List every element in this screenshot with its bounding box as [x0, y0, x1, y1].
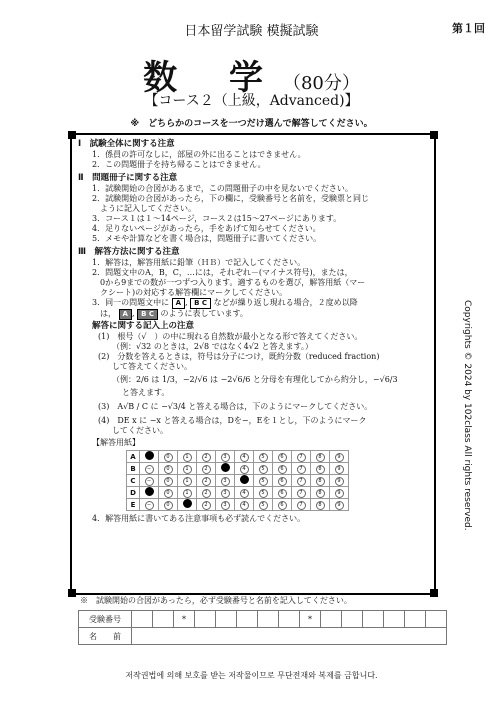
section-1-title: Ⅰ 試験全体に関する注意: [78, 139, 175, 149]
exam-number-cell[interactable]: [237, 611, 258, 628]
answer-bubble-cell[interactable]: [216, 487, 235, 499]
corner-mark: [68, 131, 76, 139]
answer-bubble-cell[interactable]: [273, 451, 292, 463]
answer-bubble-cell[interactable]: [235, 487, 254, 499]
answer-bubble[interactable]: 3: [221, 477, 230, 486]
answer-box-bc-repeat: B C: [137, 309, 158, 320]
answer-row-label: A: [127, 451, 140, 463]
answer-bubble[interactable]: 1: [183, 465, 192, 474]
answer-bubble[interactable]: 7: [297, 489, 306, 498]
answer-row: [127, 463, 349, 475]
answer-bubble[interactable]: 8: [316, 501, 325, 510]
exam-title: 日本留学試験 模擬試験: [184, 24, 319, 39]
corner-mark: [68, 589, 76, 597]
exam-number-cell[interactable]: [384, 611, 405, 628]
sec2-item: 1．試験開始の合図があるまで，この問題冊子の中を見ないでください。: [92, 184, 353, 193]
answer-bubble[interactable]: 5: [259, 465, 268, 474]
instructions-frame: [70, 133, 436, 595]
answer-bubble[interactable]: 8: [316, 477, 325, 486]
corner-mark: [430, 589, 438, 597]
answer-bubble[interactable]: 9: [335, 453, 344, 462]
answer-bubble-cell[interactable]: [216, 475, 235, 487]
exam-number-cell[interactable]: [258, 611, 279, 628]
answer-bubble-cell[interactable]: [292, 463, 311, 475]
subject-name: 数 学: [143, 58, 283, 98]
answer-row-label: B: [127, 463, 140, 475]
exam-number-cell[interactable]: [153, 611, 174, 628]
sec3-item: 2．問題文中のA，B，C，…には，それぞれ－(マイナス符号)，または，: [92, 268, 353, 277]
answer-bubble-cell[interactable]: [330, 499, 349, 511]
sec1-item: 1．係員の許可なしに，部屋の外に出ることはできません。: [92, 150, 306, 159]
exam-number-cell[interactable]: [321, 611, 342, 628]
answer-bubble-cell[interactable]: [159, 475, 178, 487]
answer-bubble[interactable]: 2: [202, 465, 211, 474]
answer-bubble[interactable]: 7: [297, 465, 306, 474]
answer-bubble[interactable]: 5: [259, 477, 268, 486]
exam-number-cell[interactable]: [279, 611, 300, 628]
answer-bubble[interactable]: −: [145, 477, 154, 486]
exam-number-star: *: [300, 611, 321, 628]
answer-bubble[interactable]: 3: [221, 501, 230, 510]
sheet-label: 【解答用紙】: [92, 438, 140, 447]
answer-bubble-cell[interactable]: [159, 451, 178, 463]
answer-bubble[interactable]: 0: [164, 465, 173, 474]
answer-bubble-cell[interactable]: [235, 451, 254, 463]
answer-bubble[interactable]: [183, 499, 192, 508]
answer-bubble-cell[interactable]: [140, 499, 159, 511]
answer-bubble[interactable]: 5: [259, 453, 268, 462]
answer-bubble-cell[interactable]: [292, 451, 311, 463]
answer-box-a-repeat: A: [119, 309, 132, 320]
answer-bubble[interactable]: [240, 475, 249, 484]
answer-bubble[interactable]: 6: [278, 477, 287, 486]
answer-bubble-cell[interactable]: [197, 499, 216, 511]
answer-bubble-cell[interactable]: [235, 463, 254, 475]
sec2-item: 2．試験開始の合図があったら，下の欄に，受験番号と名前を，受験票と同じ: [92, 194, 370, 203]
sec1-item: 2．この問題冊子を持ち帰ることはできません。: [92, 160, 266, 169]
sec3-item: 3．同一の問題文中に A , B C などが繰り返し現れる場合，２度め以降: [92, 298, 358, 307]
answer-bubble[interactable]: 6: [278, 453, 287, 462]
answer-bubble-cell[interactable]: [273, 499, 292, 511]
answer-bubble-cell[interactable]: [235, 499, 254, 511]
answer-bubble[interactable]: 5: [259, 501, 268, 510]
answer-bubble[interactable]: 2: [202, 501, 211, 510]
answer-bubble-cell[interactable]: [178, 451, 197, 463]
answer-bubble-cell[interactable]: [140, 451, 159, 463]
answer-bubble[interactable]: 7: [297, 477, 306, 486]
course-notice: ※ どちらかのコースを一つだけ選んで解答してください。: [130, 119, 373, 129]
note-item: して答えてください。: [112, 362, 192, 371]
answer-bubble[interactable]: 9: [335, 489, 344, 498]
answer-bubble[interactable]: 0: [164, 477, 173, 486]
sec2-item: ように記入してください。: [100, 204, 196, 213]
answer-row: [127, 499, 349, 511]
answer-bubble[interactable]: 4: [240, 501, 249, 510]
page-number: 第１回: [452, 22, 485, 35]
sec3-item: クシート)の対応する解答欄にマークしてください。: [100, 288, 288, 297]
answer-bubble-cell[interactable]: [216, 499, 235, 511]
answer-bubble-cell[interactable]: [330, 463, 349, 475]
exam-number-cell[interactable]: [132, 611, 153, 628]
answer-bubble-cell[interactable]: [292, 499, 311, 511]
exam-number-cell[interactable]: [342, 611, 363, 628]
answer-bubble-cell[interactable]: [273, 475, 292, 487]
note-item: してください。: [112, 426, 168, 435]
answer-bubble-cell[interactable]: [254, 463, 273, 475]
exam-number-cell[interactable]: [363, 611, 384, 628]
sec3-item: 0から9までの数が一つずつ入ります。適するものを選び，解答用紙（マー: [100, 278, 366, 287]
answer-bubble[interactable]: 0: [164, 453, 173, 462]
exam-number-star: *: [174, 611, 195, 628]
course-label: 【コース２（上級，Advanced)】: [144, 93, 359, 109]
answer-bubble[interactable]: 6: [278, 501, 287, 510]
answer-bubble[interactable]: 2: [202, 489, 211, 498]
exam-number-cell[interactable]: [216, 611, 237, 628]
answer-bubble[interactable]: [145, 487, 154, 496]
answer-bubble[interactable]: 3: [221, 453, 230, 462]
sec2-item: 5．メモや計算などを書く場合は，問題冊子に書いてください。: [92, 234, 322, 243]
answer-bubble-cell[interactable]: [197, 487, 216, 499]
copyright-notice: Copyrights © 2024 by 102class All rights reserved.: [462, 300, 472, 531]
note-item: (1) 根号（√ ）の中に現れる自然数が最小となる形で答えてください。: [98, 332, 363, 341]
answer-row: [127, 475, 349, 487]
answer-bubble-cell[interactable]: [178, 499, 197, 511]
answer-bubble-cell[interactable]: [330, 487, 349, 499]
section-3-title: Ⅲ 解答方法に関する注意: [78, 247, 180, 257]
exam-number-label: 受験番号: [79, 611, 132, 628]
corner-mark: [430, 131, 438, 139]
answer-bubble[interactable]: 4: [240, 453, 249, 462]
answer-bubble-cell[interactable]: [235, 475, 254, 487]
answer-bubble[interactable]: 7: [297, 453, 306, 462]
answer-bubble[interactable]: 9: [335, 465, 344, 474]
sec3-item: は， A , B C のように表しています。: [100, 309, 248, 318]
answer-bubble[interactable]: 4: [240, 489, 249, 498]
answer-bubble[interactable]: 0: [164, 501, 173, 510]
answer-bubble[interactable]: [221, 463, 230, 472]
sec3-final-item: 4．解答用紙に書いてある注意事項も必ず読んでください。: [92, 514, 306, 523]
exam-number-cell[interactable]: [195, 611, 216, 628]
answer-bubble-cell[interactable]: [216, 463, 235, 475]
answer-bubble[interactable]: 2: [202, 453, 211, 462]
answer-bubble[interactable]: 1: [183, 477, 192, 486]
answer-bubble[interactable]: −: [145, 501, 154, 510]
answer-bubble[interactable]: 8: [316, 465, 325, 474]
answer-bubble-cell[interactable]: [159, 499, 178, 511]
footer-notice: 저작권법에 의해 보호를 받는 저작물이므로 무단전재와 복제를 금합니다.: [125, 671, 378, 680]
answer-row-label: C: [127, 475, 140, 487]
note-item: (3) A√B / C に −√3/4 と答える場合は，下のようにマークしてください。: [98, 402, 373, 411]
name-field[interactable]: [132, 628, 447, 645]
answer-bubble-cell[interactable]: [178, 463, 197, 475]
answer-bubble-cell[interactable]: [273, 463, 292, 475]
answer-row: [127, 451, 349, 463]
duration: （80分）: [282, 73, 360, 94]
answer-bubble-cell[interactable]: [140, 463, 159, 475]
answer-bubble-cell[interactable]: [254, 487, 273, 499]
answer-bubble-cell[interactable]: [140, 487, 159, 499]
answer-bubble-cell[interactable]: [311, 487, 330, 499]
answer-bubble-cell[interactable]: [273, 487, 292, 499]
answer-bubble-cell[interactable]: [254, 451, 273, 463]
answer-bubble-cell[interactable]: [159, 487, 178, 499]
answer-bubble[interactable]: 1: [183, 453, 192, 462]
answer-row-label: E: [127, 499, 140, 511]
subhead: 解答に関する記入上の注意: [92, 321, 195, 331]
answer-bubble-cell[interactable]: [292, 487, 311, 499]
answer-bubble[interactable]: 8: [316, 453, 325, 462]
answer-bubble-cell[interactable]: [292, 475, 311, 487]
answer-sheet: [126, 450, 349, 511]
answer-bubble-cell[interactable]: [178, 487, 197, 499]
answer-box-a: A: [172, 298, 185, 309]
note-item: と答えます。: [122, 388, 170, 397]
answer-bubble[interactable]: 9: [335, 501, 344, 510]
note-item: (4) DE x に −x と答える場合は，Dを−，Eを１とし，下のようにマーク: [98, 416, 367, 425]
answer-bubble[interactable]: 6: [278, 489, 287, 498]
answer-bubble-cell[interactable]: [330, 475, 349, 487]
answer-bubble[interactable]: 2: [202, 477, 211, 486]
answer-bubble-cell[interactable]: [311, 475, 330, 487]
sec2-item: 4．足りないページがあったら，手をあげて知らせてください。: [92, 224, 321, 233]
answer-bubble[interactable]: 3: [221, 489, 230, 498]
answer-bubble[interactable]: [145, 451, 154, 460]
answer-bubble[interactable]: 4: [240, 465, 249, 474]
registration-table: [78, 610, 447, 645]
sec3-item: 1．解答は，解答用紙に鉛筆（ＨＢ）で記入してください。: [92, 258, 306, 267]
note-item: (2) 分数を答えるときは，符号は分子につけ，既約分数（reduced fraction): [98, 352, 380, 361]
answer-bubble-cell[interactable]: [254, 475, 273, 487]
name-label: 名 前: [79, 628, 132, 645]
note-item: （例：2/6 は 1/3，−2/√6 は −2√6/6 と分母を有理化してから約分し，−√6/3: [112, 375, 398, 384]
answer-box-bc: B C: [190, 298, 211, 309]
section-2-title: Ⅱ 問題冊子に関する注意: [78, 173, 178, 183]
answer-bubble[interactable]: 8: [316, 489, 325, 498]
answer-bubble-cell[interactable]: [311, 499, 330, 511]
answer-bubble[interactable]: 1: [183, 489, 192, 498]
sec2-item: 3．コース１は１～14ページ，コース２は15～27ページにあります。: [92, 214, 342, 223]
answer-bubble[interactable]: 5: [259, 489, 268, 498]
answer-bubble-cell[interactable]: [197, 463, 216, 475]
answer-bubble[interactable]: 6: [278, 465, 287, 474]
answer-bubble-cell[interactable]: [216, 451, 235, 463]
answer-bubble-cell[interactable]: [159, 463, 178, 475]
exam-number-cell[interactable]: [405, 611, 426, 628]
note-item: （例：√32 のときは，2√8 ではなく4√2 と答えます。）: [112, 342, 313, 351]
exam-number-cell[interactable]: [426, 611, 447, 628]
answer-bubble-cell[interactable]: [140, 475, 159, 487]
answer-bubble-cell[interactable]: [178, 475, 197, 487]
answer-row: [127, 487, 349, 499]
answer-bubble[interactable]: −: [145, 465, 154, 474]
answer-bubble[interactable]: 0: [164, 489, 173, 498]
answer-bubble-cell[interactable]: [311, 463, 330, 475]
footnote: ※ 試験開始の合図があったら，必ず受験番号と名前を記入してください。: [80, 596, 352, 605]
answer-bubble-cell[interactable]: [330, 451, 349, 463]
answer-bubble-cell[interactable]: [197, 475, 216, 487]
answer-row-label: D: [127, 487, 140, 499]
answer-bubble[interactable]: 7: [297, 501, 306, 510]
answer-bubble-cell[interactable]: [311, 451, 330, 463]
answer-bubble-cell[interactable]: [254, 499, 273, 511]
answer-bubble[interactable]: 9: [335, 477, 344, 486]
answer-bubble-cell[interactable]: [197, 451, 216, 463]
